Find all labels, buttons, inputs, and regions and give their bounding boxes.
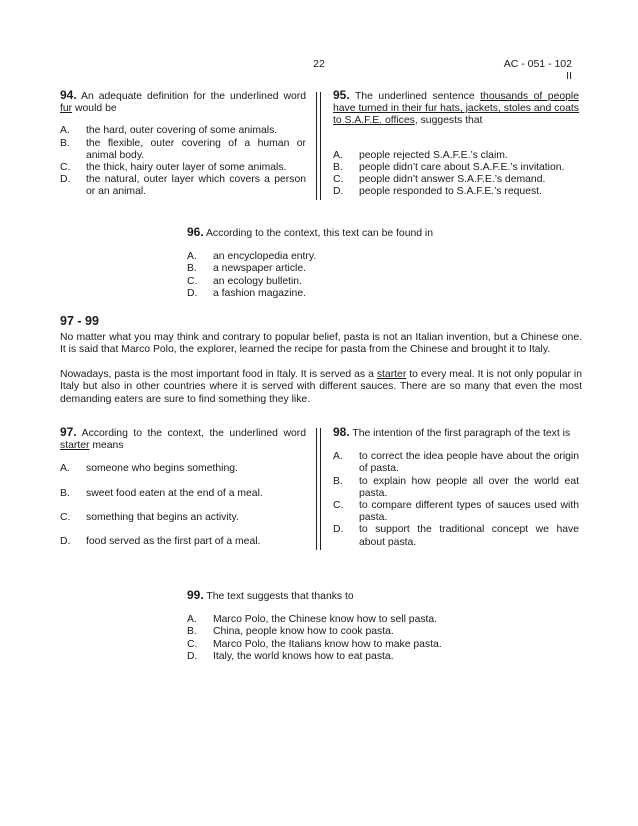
- option-d[interactable]: D. a fashion magazine.: [187, 287, 306, 299]
- question-98: [333, 426, 579, 549]
- option-d[interactable]: D. food served as the first part of a meal.: [60, 536, 261, 548]
- option-b[interactable]: B. sweet food eaten at the end of a meal.: [60, 487, 263, 499]
- column-divider: [316, 428, 321, 550]
- option-a[interactable]: A. people rejected S.A.F.E.’s claim.: [333, 149, 508, 161]
- option-c[interactable]: C. an ecology bulletin.: [187, 275, 302, 287]
- options-list: [333, 451, 579, 549]
- underlined-sentence: thousands of people have turned in their fur hats, jackets, stoles and coats to S.A.F.E. offices: [333, 91, 579, 127]
- passage-paragraph-1: No matter what you may think and contrary to popular belief, pasta is not an Italian invention, but a Chinese one. It is said that Marco Polo, the explorer, learned the recipe for pasta from the Chinese and brought it to Italy.: [60, 332, 582, 356]
- option-c[interactable]: C. Marco Polo, the Italians know how to make pasta.: [187, 638, 442, 650]
- question-96-stem: 96. According to the context, this text can be found in: [187, 225, 434, 239]
- option-a[interactable]: A. Marco Polo, the Chinese know how to sell pasta.: [187, 614, 438, 626]
- question-98-stem: 98. The intention of the first paragraph of the text is: [333, 425, 571, 439]
- option-d[interactable]: D. Italy, the world knows how to eat pasta.: [187, 650, 394, 662]
- options-list: [333, 150, 579, 199]
- option-c[interactable]: C. the thick, hairy outer layer of some animals.: [60, 162, 287, 174]
- option-a[interactable]: A. someone who begins something.: [60, 463, 238, 475]
- option-d[interactable]: D. to support the traditional concept we have about pasta.: [333, 524, 579, 548]
- question-number: 99.: [187, 588, 204, 602]
- options-list: [187, 614, 507, 663]
- option-b[interactable]: B. China, people know how to cook pasta.: [187, 626, 394, 638]
- question-96: [187, 226, 487, 300]
- option-a[interactable]: A. to correct the idea people have about the origin of pasta.: [333, 451, 579, 475]
- options-list: [60, 463, 306, 548]
- question-number: 96.: [187, 225, 204, 239]
- passage-paragraph-2: Nowadays, pasta is the most important food in Italy. It is served as a starter to every meal. It is not only popular in Italy but also in other countries where it is served with different sauces. There are so many that even the most demanding eaters are sure to find something they like.: [60, 369, 582, 405]
- question-97: [60, 426, 306, 548]
- question-97-stem: 97. According to the context, the underlined word starter means: [60, 425, 306, 452]
- question-94-stem: 94. An adequate definition for the underlined word fur would be: [60, 88, 306, 115]
- option-a[interactable]: A. an encyclopedia entry.: [187, 251, 317, 263]
- options-list: [60, 125, 306, 198]
- option-b[interactable]: B. the flexible, outer covering of a human or animal body.: [60, 137, 306, 161]
- question-number: 97.: [60, 425, 77, 439]
- option-b[interactable]: B. to explain how people all over the world eat pasta.: [333, 475, 579, 499]
- underlined-word: starter: [376, 369, 407, 380]
- exam-code-sub: II: [566, 70, 572, 82]
- options-list: [187, 251, 487, 300]
- question-number: 95.: [333, 88, 350, 102]
- option-b[interactable]: B. a newspaper article.: [187, 263, 306, 275]
- question-number: 94.: [60, 88, 77, 102]
- question-99-stem: 99. The text suggests that thanks to: [187, 588, 354, 602]
- underlined-word: starter: [60, 440, 90, 452]
- page-number: 22: [313, 58, 325, 70]
- option-d[interactable]: D. people responded to S.A.F.E.’s request.: [333, 186, 542, 198]
- option-b[interactable]: B. people didn’t care about S.A.F.E.’s invitation.: [333, 161, 565, 173]
- exam-code: AC - 051 - 102: [503, 58, 572, 70]
- option-c[interactable]: C. something that begins an activity.: [60, 511, 239, 523]
- question-95: [333, 89, 579, 198]
- underlined-word: fur: [60, 103, 73, 115]
- option-c[interactable]: C. people didn’t answer S.A.F.E.’s demand.: [333, 174, 546, 186]
- question-99: [187, 589, 507, 663]
- option-a[interactable]: A. the hard, outer covering of some animals.: [60, 125, 278, 137]
- section-title: 97 - 99: [60, 314, 99, 328]
- option-d[interactable]: D. the natural, outer layer which covers a person or an animal.: [60, 174, 306, 198]
- question-94: [60, 89, 306, 199]
- question-number: 98.: [333, 425, 350, 439]
- column-divider: [316, 92, 321, 200]
- option-c[interactable]: C. to compare different types of sauces used with pasta.: [333, 500, 579, 524]
- question-95-stem: 95. The underlined sentence thousands of people have turned in their fur hats, jackets, stoles and coats to S.A.F.E. offices, suggests that: [333, 88, 579, 127]
